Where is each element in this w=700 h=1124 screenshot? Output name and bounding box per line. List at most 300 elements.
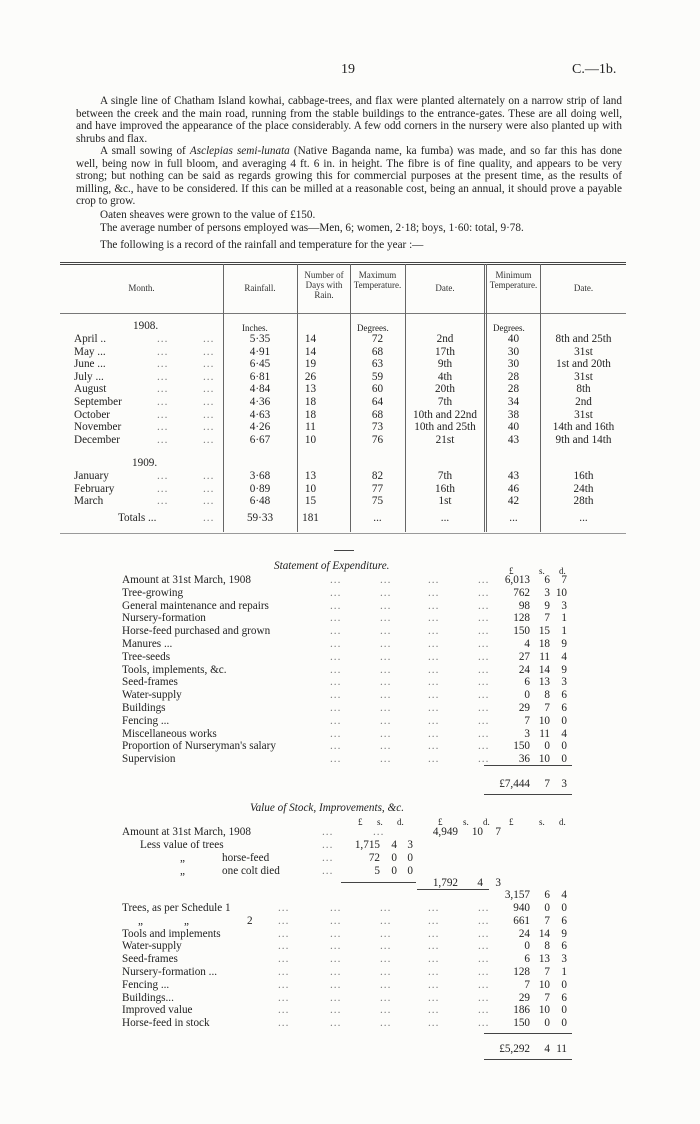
min-temperature-cell: 40 <box>507 333 520 345</box>
leader-dots: ... <box>428 586 440 599</box>
leader-dots: ... <box>157 345 169 358</box>
stock-opening-pounds: 4,949 <box>432 826 458 838</box>
month-cell: March <box>74 495 104 508</box>
stock-net-row <box>0 889 700 902</box>
min-temperature-cell: 42 <box>507 495 520 508</box>
amount-pounds: 24 <box>518 927 530 940</box>
leader-dots: ... <box>380 753 392 766</box>
max-temperature-cell: 63 <box>371 358 384 371</box>
amount-pence: 6 <box>561 914 567 927</box>
year-1909: 1909. <box>132 457 158 469</box>
min-temperature-cell: 34 <box>507 396 520 408</box>
currency-label: s. <box>377 817 383 827</box>
leader-dots: ... <box>157 470 169 482</box>
totals-max-date: ... <box>440 512 450 524</box>
leader-dots: ... <box>428 612 440 625</box>
deduction-pounds: 72 <box>368 851 380 864</box>
leader-dots: ... <box>478 740 490 753</box>
leader-dots: ... <box>428 753 440 766</box>
leader-dots: ... <box>322 851 334 864</box>
leader-dots: ... <box>330 714 342 727</box>
leader-dots: ... <box>478 599 490 612</box>
amount-pence: 9 <box>561 663 567 676</box>
table-row <box>0 495 700 508</box>
table-row <box>0 470 700 483</box>
leader-dots: ... <box>330 914 342 927</box>
amount-shillings: 14 <box>538 663 550 676</box>
expenditure-total-shillings: 7 <box>544 778 550 790</box>
ditto-mark: „ <box>184 914 189 927</box>
amount-pence: 6 <box>561 702 567 714</box>
leader-dots: ... <box>478 940 490 953</box>
table-row <box>0 346 700 359</box>
leader-dots: ... <box>380 625 392 638</box>
amount-shillings: 7 <box>544 991 550 1004</box>
rain-days-cell: 13 <box>304 470 317 482</box>
leader-dots: ... <box>322 864 334 877</box>
expenditure-label: Supervision <box>122 753 176 766</box>
min-date-cell: 8th <box>576 383 591 396</box>
max-date-cell: 4th <box>437 370 453 383</box>
max-temperature-cell: 60 <box>371 383 384 396</box>
leader-dots: ... <box>157 383 169 396</box>
schedule-number: 2 <box>247 914 253 927</box>
deduction-label: one colt died <box>222 864 280 877</box>
totals-row <box>0 512 700 525</box>
year-1908: 1908. <box>133 320 159 332</box>
leader-dots: ... <box>330 727 342 740</box>
leader-dots: ... <box>380 1017 392 1030</box>
leader-dots: ... <box>428 702 440 714</box>
expenditure-row <box>0 651 700 664</box>
month-cell: October <box>74 408 111 421</box>
leader-dots: ... <box>157 370 169 383</box>
table-row <box>0 434 700 447</box>
max-date-cell: 21st <box>435 433 455 446</box>
amount-shillings: 9 <box>544 599 550 612</box>
min-temperature-cell: 30 <box>507 345 520 358</box>
rainfall-cell: 4·91 <box>249 345 271 358</box>
min-date-cell: 31st <box>574 370 593 383</box>
amount-pence: 0 <box>561 1004 567 1017</box>
stock-total-row <box>0 1043 700 1056</box>
amount-pounds: 29 <box>518 702 530 714</box>
leader-dots: ... <box>157 408 169 421</box>
rain-days-cell: 10 <box>304 482 317 495</box>
stock-label: Tools and implements <box>122 927 221 940</box>
month-cell: July ... <box>74 370 104 383</box>
table-row <box>0 358 700 371</box>
table-row <box>0 396 700 409</box>
leader-dots: ... <box>428 940 440 953</box>
asclepias-species: Asclepias semi-lunata <box>189 145 290 157</box>
amount-pounds: 6 <box>524 953 530 966</box>
amount-shillings: 0 <box>544 740 550 753</box>
amount-pounds: 940 <box>513 902 530 914</box>
rain-days-cell: 19 <box>304 358 317 371</box>
currency-pence: d. <box>559 566 566 576</box>
amount-pence: 0 <box>561 902 567 914</box>
leader-dots: ... <box>380 689 392 702</box>
currency-label: d. <box>559 817 566 827</box>
amount-pence: 9 <box>561 638 567 650</box>
header-min-date: Date. <box>573 283 594 293</box>
max-date-cell: 9th <box>437 358 453 371</box>
leader-dots: ... <box>380 574 392 586</box>
expenditure-label: Miscellaneous works <box>122 727 217 740</box>
leader-dots: ... <box>478 689 490 702</box>
amount-pounds: 762 <box>513 586 530 599</box>
unit-max: Degrees. <box>357 323 389 333</box>
leader-dots: ... <box>278 902 290 914</box>
amount-shillings: 10 <box>538 714 550 727</box>
leader-dots: ... <box>330 902 342 914</box>
leader-dots: ... <box>478 978 490 991</box>
rain-days-cell: 10 <box>304 433 317 446</box>
expenditure-row <box>0 612 700 625</box>
leader-dots: ... <box>428 953 440 966</box>
rainfall-cell: 3·68 <box>249 470 271 482</box>
leader-dots: ... <box>203 345 215 358</box>
rainfall-cell: 6·81 <box>249 370 271 383</box>
rain-days-cell: 13 <box>304 383 317 396</box>
amount-pounds: 6,013 <box>504 574 530 586</box>
leader-dots: ... <box>478 676 490 689</box>
month-cell: April .. <box>74 333 107 345</box>
expenditure-row <box>0 664 700 677</box>
expenditure-row <box>0 740 700 753</box>
leader-dots: ... <box>380 586 392 599</box>
stock-total-pounds: £5,292 <box>499 1043 530 1055</box>
header-rain-days: Number of Days with Rain. <box>304 270 344 300</box>
amount-shillings: 0 <box>544 902 550 914</box>
stock-less-total-shillings: 4 <box>477 877 483 889</box>
amount-pence: 1 <box>561 966 567 978</box>
max-temperature-cell: 73 <box>371 421 384 434</box>
leader-dots: ... <box>330 740 342 753</box>
leader-dots: ... <box>478 914 490 927</box>
amount-pence: 4 <box>561 727 567 740</box>
currency-label: £ <box>438 817 443 827</box>
leader-dots: ... <box>278 1017 290 1030</box>
expenditure-row <box>0 702 700 715</box>
table-row <box>0 383 700 396</box>
table-top-rule <box>60 262 626 263</box>
leader-dots: ... <box>157 358 169 371</box>
rain-days-cell: 26 <box>304 370 317 383</box>
leader-dots: ... <box>428 574 440 586</box>
expenditure-label: Horse-feed purchased and grown <box>122 625 271 638</box>
rain-days-cell: 14 <box>304 333 317 345</box>
amount-pounds: 150 <box>513 625 530 638</box>
leader-dots: ... <box>380 727 392 740</box>
amount-shillings: 8 <box>544 689 550 702</box>
leader-dots: ... <box>478 663 490 676</box>
stock-less-total-row <box>0 877 700 890</box>
deduction-shillings: 4 <box>391 839 397 851</box>
stock-deduction-row <box>0 839 700 852</box>
leader-dots: ... <box>330 650 342 663</box>
leader-dots: ... <box>478 625 490 638</box>
amount-pence: 0 <box>561 714 567 727</box>
leader-dots: ... <box>478 574 490 586</box>
stock-total-shillings: 4 <box>544 1043 550 1055</box>
leader-dots: ... <box>330 638 342 650</box>
leader-dots: ... <box>478 727 490 740</box>
leader-dots: ... <box>478 1004 490 1017</box>
leader-dots: ... <box>278 978 290 991</box>
page-number: 19 <box>341 62 355 77</box>
stock-label: Seed-frames <box>122 953 178 966</box>
header-max-temperature: Maximum Temperature. <box>353 270 402 290</box>
leader-dots: ... <box>478 753 490 766</box>
stock-row <box>0 979 700 992</box>
amount-pence: 4 <box>561 650 567 663</box>
leader-dots: ... <box>330 978 342 991</box>
stock-title: Value of Stock, Improvements, &c. <box>250 802 404 814</box>
leader-dots: ... <box>203 433 215 446</box>
stock-opening-pence: 7 <box>495 826 501 838</box>
amount-pounds: 7 <box>524 714 530 727</box>
min-date-cell: 16th <box>573 470 594 482</box>
leader-dots: ... <box>428 740 440 753</box>
deduction-pence: 0 <box>407 851 413 864</box>
leader-dots: ... <box>428 663 440 676</box>
rain-days-cell: 18 <box>304 396 317 408</box>
leader-dots: ... <box>478 638 490 650</box>
section-divider <box>334 550 354 551</box>
amount-shillings: 18 <box>538 638 550 650</box>
amount-shillings: 7 <box>544 612 550 625</box>
header-rainfall: Rainfall. <box>244 283 276 293</box>
month-cell: May ... <box>74 345 106 358</box>
unit-min: Degrees. <box>493 323 525 333</box>
stock-row <box>0 992 700 1005</box>
leader-dots: ... <box>278 953 290 966</box>
leader-dots: ... <box>330 663 342 676</box>
min-date-cell: 31st <box>574 345 593 358</box>
min-temperature-cell: 30 <box>507 358 520 371</box>
leader-dots: ... <box>380 902 392 914</box>
leader-dots: ... <box>478 927 490 940</box>
rainfall-cell: 4·63 <box>249 408 271 421</box>
amount-shillings: 7 <box>544 914 550 927</box>
leader-dots: ... <box>330 689 342 702</box>
leader-dots: ... <box>428 927 440 940</box>
rain-days-cell: 18 <box>304 408 317 421</box>
currency-label: £ <box>509 817 514 827</box>
expenditure-label: Water-supply <box>122 689 182 702</box>
leader-dots: ... <box>478 586 490 599</box>
amount-pence: 9 <box>561 927 567 940</box>
leader-dots: ... <box>428 966 440 978</box>
ditto-mark: „ <box>180 864 185 877</box>
leader-dots: ... <box>428 638 440 650</box>
expenditure-row <box>0 676 700 689</box>
min-temperature-cell: 43 <box>507 470 520 482</box>
amount-pounds: 661 <box>513 914 530 927</box>
leader-dots: ... <box>380 740 392 753</box>
min-temperature-cell: 40 <box>507 421 520 434</box>
paragraph-kowhai: A single line of Chatham Island kowhai, cabbage-trees, and flax were planted alternately on a narrow strip of land between the creek and the main road, running from the stable buildings to the entrance-gates. These are all doing well, and have improved the appearance of the place considerably. A few odd corners in the nursery were also planted up with shrubs and flax. <box>76 95 622 145</box>
min-date-cell: 1st and 20th <box>556 358 611 371</box>
month-cell: November <box>74 421 122 434</box>
max-temperature-cell: 68 <box>371 345 384 358</box>
stock-row <box>0 928 700 941</box>
expenditure-total-pence: 3 <box>561 778 567 790</box>
currency-pound: £ <box>509 566 514 576</box>
leader-dots: ... <box>203 470 215 482</box>
leader-dots: ... <box>203 512 215 524</box>
leader-dots: ... <box>428 625 440 638</box>
header-month: Month. <box>128 283 155 293</box>
paragraph-record-intro: The following is a record of the rainfall and temperature for the year :— <box>100 239 424 251</box>
leader-dots: ... <box>428 991 440 1004</box>
leader-dots: ... <box>203 383 215 396</box>
min-date-cell: 14th and 16th <box>552 421 615 434</box>
leader-dots: ... <box>330 574 342 586</box>
table-row <box>0 409 700 422</box>
amount-pence: 0 <box>561 978 567 991</box>
expenditure-row <box>0 715 700 728</box>
leader-dots: ... <box>203 482 215 495</box>
expenditure-total-underline <box>484 794 572 795</box>
stock-label: Horse-feed in stock <box>122 1017 210 1030</box>
leader-dots: ... <box>428 1017 440 1030</box>
stock-net-shillings: 6 <box>544 889 550 901</box>
leader-dots: ... <box>203 408 215 421</box>
max-temperature-cell: 64 <box>371 396 384 408</box>
expenditure-total-row <box>0 778 700 791</box>
table-row <box>0 421 700 434</box>
stock-net-pounds: 3,157 <box>504 889 530 901</box>
leader-dots: ... <box>330 953 342 966</box>
leader-dots: ... <box>278 991 290 1004</box>
leader-dots: ... <box>380 991 392 1004</box>
amount-shillings: 15 <box>538 625 550 638</box>
leader-dots: ... <box>157 495 169 508</box>
stock-total-rule <box>484 1033 572 1034</box>
max-date-cell: 7th <box>437 396 453 408</box>
expenditure-row <box>0 728 700 741</box>
expenditure-row <box>0 574 700 587</box>
leader-dots: ... <box>203 333 215 345</box>
max-temperature-cell: 82 <box>371 470 384 482</box>
amount-pence: 3 <box>561 953 567 966</box>
month-cell: June ... <box>74 358 106 371</box>
leader-dots: ... <box>380 714 392 727</box>
min-temperature-cell: 38 <box>507 408 520 421</box>
header-max-date: Date. <box>435 283 455 293</box>
stock-label: Nursery-formation ... <box>122 966 218 978</box>
amount-shillings: 8 <box>544 940 550 953</box>
min-date-cell: 2nd <box>575 396 592 408</box>
expenditure-label: Seed-frames <box>122 676 178 689</box>
max-temperature-cell: 76 <box>371 433 384 446</box>
ditto-mark: „ <box>138 914 143 927</box>
leader-dots: ... <box>330 1004 342 1017</box>
leader-dots: ... <box>373 826 385 838</box>
table-row <box>0 333 700 346</box>
leader-dots: ... <box>428 676 440 689</box>
leader-dots: ... <box>330 927 342 940</box>
amount-pounds: 6 <box>524 676 530 689</box>
leader-dots: ... <box>380 663 392 676</box>
deduction-label: Less value of trees <box>140 839 224 851</box>
expenditure-label: Proportion of Nurseryman's salary <box>122 740 276 753</box>
amount-pounds: 0 <box>524 689 530 702</box>
month-cell: January <box>74 470 109 482</box>
leader-dots: ... <box>157 482 169 495</box>
leader-dots: ... <box>203 495 215 508</box>
month-cell: December <box>74 433 120 446</box>
leader-dots: ... <box>330 753 342 766</box>
leader-dots: ... <box>478 650 490 663</box>
paragraph-persons-employed: The average number of persons employed was—Men, 6; women, 2·18; boys, 1·60: total, 9·78. <box>100 222 524 234</box>
amount-shillings: 7 <box>544 702 550 714</box>
deduction-pence: 3 <box>407 839 413 851</box>
leader-dots: ... <box>203 396 215 408</box>
rain-days-cell: 15 <box>304 495 317 508</box>
leader-dots: ... <box>278 914 290 927</box>
leader-dots: ... <box>478 1017 490 1030</box>
leader-dots: ... <box>478 612 490 625</box>
amount-pounds: 29 <box>518 991 530 1004</box>
amount-pence: 10 <box>555 586 567 599</box>
leader-dots: ... <box>330 702 342 714</box>
leader-dots: ... <box>330 940 342 953</box>
leader-dots: ... <box>428 914 440 927</box>
stock-deduction-row <box>0 865 700 878</box>
amount-pence: 1 <box>561 625 567 638</box>
leader-dots: ... <box>428 714 440 727</box>
rainfall-cell: 6·45 <box>249 358 271 371</box>
currency-label: £ <box>358 817 363 827</box>
amount-shillings: 13 <box>538 676 550 689</box>
expenditure-row <box>0 625 700 638</box>
table-row <box>0 483 700 496</box>
expenditure-row <box>0 638 700 651</box>
leader-dots: ... <box>478 991 490 1004</box>
leader-dots: ... <box>428 599 440 612</box>
leader-dots: ... <box>428 727 440 740</box>
expenditure-label: Fencing ... <box>122 714 170 727</box>
stock-row <box>0 966 700 979</box>
leader-dots: ... <box>203 421 215 434</box>
leader-dots: ... <box>330 612 342 625</box>
month-cell: August <box>74 383 107 396</box>
amount-pence: 6 <box>561 689 567 702</box>
asclepias-text-before: A small sowing of <box>100 145 190 157</box>
leader-dots: ... <box>203 370 215 383</box>
amount-pence: 6 <box>561 940 567 953</box>
paragraph-asclepias <box>76 145 622 208</box>
leader-dots: ... <box>322 826 334 838</box>
leader-dots: ... <box>157 333 169 345</box>
leader-dots: ... <box>203 358 215 371</box>
expenditure-row <box>0 689 700 702</box>
stock-row <box>0 940 700 953</box>
stock-label: Improved value <box>122 1004 193 1017</box>
amount-pounds: 0 <box>524 940 530 953</box>
leader-dots: ... <box>478 902 490 914</box>
min-temperature-cell: 28 <box>507 370 520 383</box>
stock-row <box>0 902 700 915</box>
amount-shillings: 10 <box>538 978 550 991</box>
expenditure-title: Statement of Expenditure. <box>274 560 390 572</box>
leader-dots: ... <box>380 966 392 978</box>
amount-shillings: 11 <box>539 727 550 740</box>
